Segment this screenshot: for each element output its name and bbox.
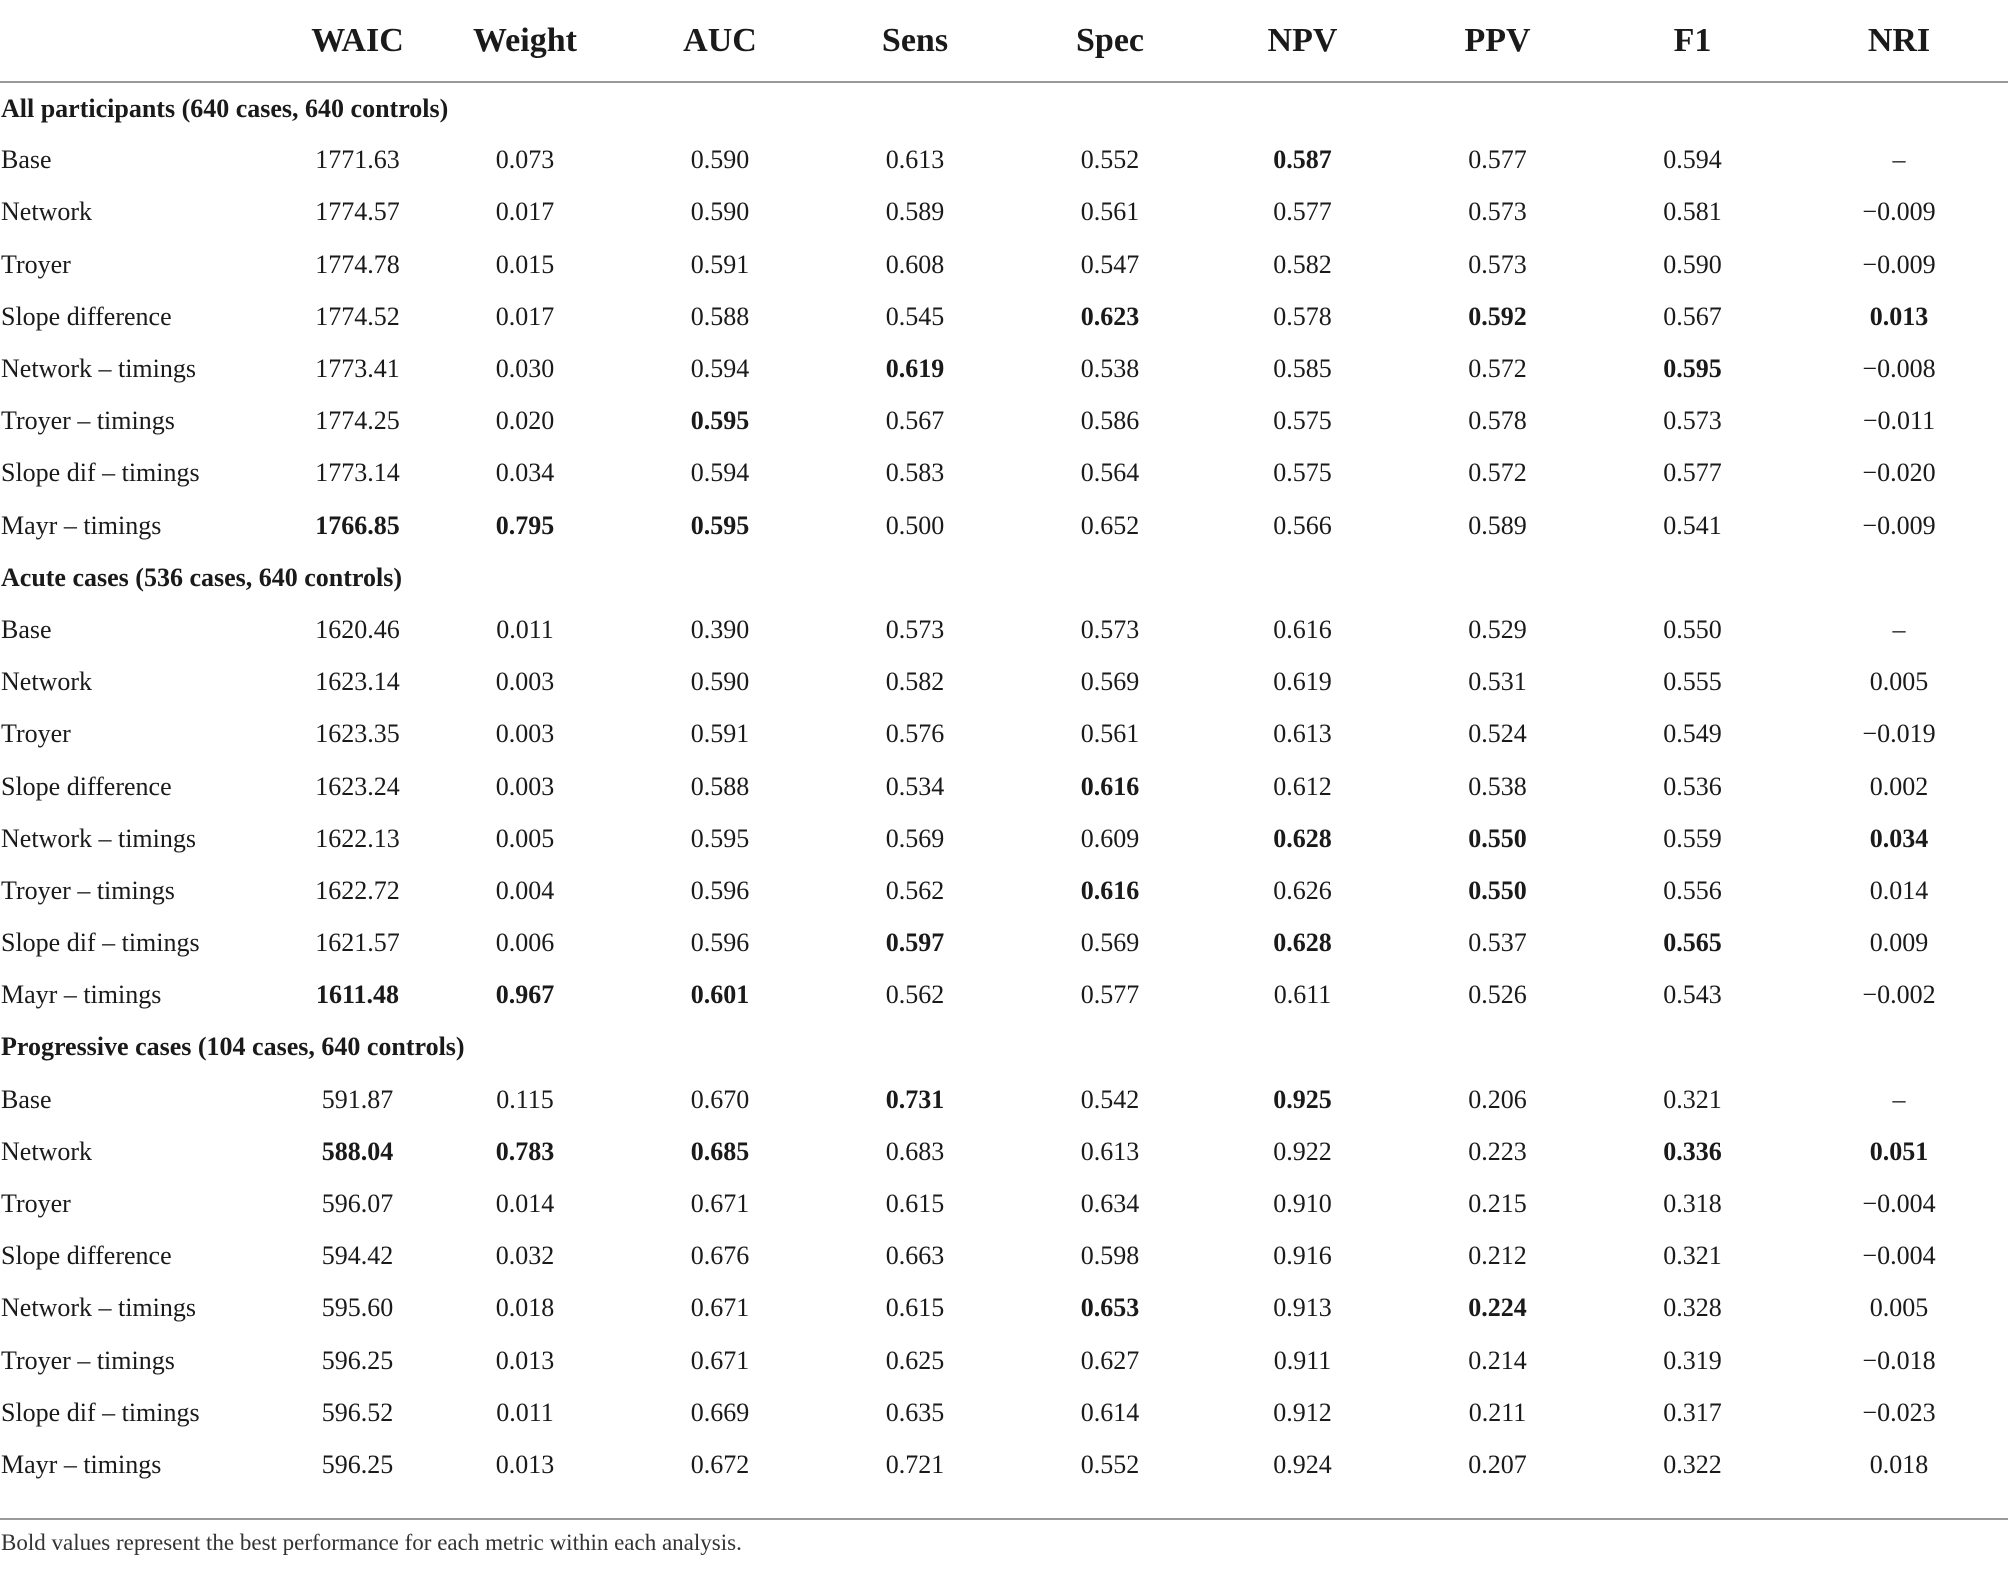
- cell-f1: 0.555: [1663, 667, 1722, 697]
- cell-sens: 0.619: [885, 354, 945, 384]
- cell-npv: 0.628: [1273, 928, 1332, 958]
- table-row: [0, 186, 2008, 238]
- section-title: Acute cases (536 cases, 640 controls): [1, 562, 402, 592]
- cell-npv: 0.922: [1273, 1136, 1332, 1166]
- cell-spec: 0.586: [1080, 406, 1140, 436]
- cell-waic: 1774.25: [315, 406, 400, 436]
- cell-sens: 0.576: [885, 719, 945, 749]
- section-header-row: [0, 82, 2008, 134]
- table-row: [0, 1074, 2008, 1126]
- cell-auc: 0.601: [690, 980, 750, 1010]
- cell-ppv: 0.215: [1468, 1189, 1527, 1219]
- cell-npv: 0.585: [1273, 354, 1332, 384]
- table-row: [0, 656, 2008, 708]
- footnote: Bold values represent the best performance for each metric within each analysis.: [1, 1530, 742, 1555]
- cell-auc: 0.591: [690, 249, 750, 279]
- cell-npv: 0.911: [1273, 1345, 1332, 1375]
- cell-weight: 0.013: [495, 1449, 555, 1479]
- cell-auc: 0.595: [690, 406, 750, 436]
- cell-nri: 0.014: [1869, 875, 1929, 905]
- cell-npv: 0.587: [1273, 145, 1332, 175]
- cell-weight: 0.032: [495, 1241, 555, 1271]
- cell-weight: 0.783: [495, 1136, 555, 1166]
- cell-ppv: 0.214: [1468, 1345, 1527, 1375]
- cell-sens: 0.731: [885, 1084, 945, 1114]
- cell-waic: 1621.57: [315, 928, 400, 958]
- row-label: Troyer: [1, 1189, 71, 1219]
- cell-npv: 0.566: [1273, 510, 1332, 540]
- cell-ppv: 0.550: [1468, 875, 1527, 905]
- cell-f1: 0.317: [1663, 1397, 1722, 1427]
- cell-nri: −0.011: [1862, 406, 1936, 436]
- cell-npv: 0.619: [1273, 667, 1332, 697]
- cell-nri: 0.005: [1869, 667, 1929, 697]
- cell-npv: 0.611: [1273, 980, 1332, 1010]
- cell-weight: 0.003: [495, 719, 555, 749]
- cell-waic: 595.60: [321, 1293, 394, 1323]
- cell-f1: 0.322: [1663, 1449, 1722, 1479]
- cell-waic: 588.04: [321, 1136, 394, 1166]
- cell-nri: 0.013: [1869, 301, 1929, 331]
- cell-weight: 0.011: [496, 1397, 554, 1427]
- cell-weight: 0.018: [495, 1293, 555, 1323]
- cell-ppv: 0.592: [1468, 301, 1527, 331]
- cell-f1: 0.590: [1663, 249, 1722, 279]
- cell-nri: −0.004: [1862, 1189, 1936, 1219]
- cell-f1: 0.594: [1663, 145, 1722, 175]
- cell-npv: 0.925: [1273, 1084, 1332, 1114]
- cell-npv: 0.910: [1273, 1189, 1332, 1219]
- cell-spec: 0.552: [1080, 1449, 1140, 1479]
- cell-nri: 0.051: [1869, 1136, 1929, 1166]
- cell-ppv: 0.207: [1468, 1449, 1527, 1479]
- row-label: Slope dif – timings: [1, 458, 200, 488]
- cell-ppv: 0.206: [1468, 1084, 1527, 1114]
- cell-sens: 0.500: [885, 510, 945, 540]
- cell-f1: 0.559: [1663, 823, 1722, 853]
- cell-auc: 0.591: [690, 719, 750, 749]
- header-spec: Spec: [1015, 0, 1205, 82]
- cell-auc: 0.588: [690, 301, 750, 331]
- cell-spec: 0.616: [1080, 875, 1140, 905]
- cell-nri: 0.009: [1869, 928, 1929, 958]
- cell-sens: 0.562: [885, 875, 945, 905]
- cell-auc: 0.590: [690, 145, 750, 175]
- cell-npv: 0.916: [1273, 1241, 1332, 1271]
- cell-ppv: 0.524: [1468, 719, 1527, 749]
- cell-spec: 0.561: [1080, 719, 1140, 749]
- table-row: [0, 447, 2008, 499]
- cell-f1: 0.541: [1663, 510, 1722, 540]
- table-row: [0, 604, 2008, 656]
- table-row: [0, 343, 2008, 395]
- cell-f1: 0.565: [1663, 928, 1722, 958]
- cell-f1: 0.318: [1663, 1189, 1722, 1219]
- cell-auc: 0.594: [690, 354, 750, 384]
- cell-sens: 0.583: [885, 458, 945, 488]
- cell-nri: −0.002: [1862, 980, 1936, 1010]
- cell-spec: 0.569: [1080, 667, 1140, 697]
- cell-spec: 0.634: [1080, 1189, 1140, 1219]
- cell-ppv: 0.577: [1468, 145, 1527, 175]
- cell-waic: 1620.46: [315, 614, 400, 644]
- cell-npv: 0.912: [1273, 1397, 1332, 1427]
- row-label: Troyer – timings: [1, 406, 175, 436]
- cell-npv: 0.924: [1273, 1449, 1332, 1479]
- header-row: [0, 0, 2008, 82]
- cell-weight: 0.017: [495, 301, 555, 331]
- cell-sens: 0.582: [885, 667, 945, 697]
- cell-f1: 0.336: [1663, 1136, 1722, 1166]
- cell-waic: 1623.35: [315, 719, 400, 749]
- section-header-row: [0, 1021, 2008, 1073]
- cell-waic: 1773.14: [315, 458, 400, 488]
- header-nri: NRI: [1790, 0, 2008, 82]
- cell-spec: 0.623: [1080, 301, 1140, 331]
- cell-npv: 0.628: [1273, 823, 1332, 853]
- cell-ppv: 0.573: [1468, 197, 1527, 227]
- cell-npv: 0.626: [1273, 875, 1332, 905]
- row-label: Network: [1, 1136, 92, 1166]
- row-label: Slope difference: [1, 771, 172, 801]
- cell-nri: −0.009: [1862, 510, 1936, 540]
- cell-auc: 0.596: [690, 928, 750, 958]
- cell-npv: 0.575: [1273, 406, 1332, 436]
- cell-sens: 0.562: [885, 980, 945, 1010]
- cell-nri: −0.004: [1862, 1241, 1936, 1271]
- cell-sens: 0.597: [885, 928, 945, 958]
- cell-nri: −0.018: [1862, 1345, 1936, 1375]
- cell-spec: 0.577: [1080, 980, 1140, 1010]
- cell-spec: 0.573: [1080, 614, 1140, 644]
- cell-nri: −0.008: [1862, 354, 1936, 384]
- cell-weight: 0.015: [495, 249, 555, 279]
- table-row: [0, 813, 2008, 865]
- cell-weight: 0.006: [495, 928, 555, 958]
- cell-weight: 0.011: [496, 614, 554, 644]
- cell-weight: 0.030: [495, 354, 555, 384]
- cell-spec: 0.561: [1080, 197, 1140, 227]
- row-label: Network: [1, 197, 92, 227]
- row-label: Slope dif – timings: [1, 1397, 200, 1427]
- cell-spec: 0.609: [1080, 823, 1140, 853]
- cell-sens: 0.635: [885, 1397, 945, 1427]
- cell-ppv: 0.224: [1468, 1293, 1527, 1323]
- cell-nri: –: [1892, 614, 1906, 644]
- cell-sens: 0.573: [885, 614, 945, 644]
- cell-nri: −0.020: [1862, 458, 1936, 488]
- cell-nri: 0.002: [1869, 771, 1929, 801]
- cell-npv: 0.913: [1273, 1293, 1332, 1323]
- cell-waic: 596.25: [321, 1345, 394, 1375]
- cell-ppv: 0.538: [1468, 771, 1527, 801]
- cell-weight: 0.017: [495, 197, 555, 227]
- cell-waic: 591.87: [321, 1084, 394, 1114]
- section-header-row: [0, 552, 2008, 604]
- cell-auc: 0.595: [690, 510, 750, 540]
- cell-f1: 0.567: [1663, 301, 1722, 331]
- cell-nri: −0.019: [1862, 719, 1936, 749]
- cell-spec: 0.613: [1080, 1136, 1140, 1166]
- cell-ppv: 0.223: [1468, 1136, 1527, 1166]
- cell-f1: 0.549: [1663, 719, 1722, 749]
- table-row: [0, 708, 2008, 760]
- cell-spec: 0.569: [1080, 928, 1140, 958]
- row-label: Network – timings: [1, 823, 196, 853]
- cell-waic: 1623.24: [315, 771, 400, 801]
- cell-ppv: 0.572: [1468, 458, 1527, 488]
- table-row: [0, 395, 2008, 447]
- cell-f1: 0.573: [1663, 406, 1722, 436]
- cell-spec: 0.614: [1080, 1397, 1140, 1427]
- cell-spec: 0.564: [1080, 458, 1140, 488]
- cell-spec: 0.653: [1080, 1293, 1140, 1323]
- cell-nri: −0.023: [1862, 1397, 1936, 1427]
- table-row: [0, 239, 2008, 291]
- cell-waic: 596.25: [321, 1449, 394, 1479]
- cell-auc: 0.595: [690, 823, 750, 853]
- header-waic: WAIC: [290, 0, 425, 82]
- cell-weight: 0.013: [495, 1345, 555, 1375]
- row-label: Troyer: [1, 249, 71, 279]
- cell-waic: 1773.41: [315, 354, 400, 384]
- cell-ppv: 0.531: [1468, 667, 1527, 697]
- header-f1: F1: [1595, 0, 1790, 82]
- header-model: [0, 0, 290, 82]
- cell-f1: 0.536: [1663, 771, 1722, 801]
- cell-spec: 0.538: [1080, 354, 1140, 384]
- cell-spec: 0.627: [1080, 1345, 1140, 1375]
- cell-ppv: 0.529: [1468, 614, 1527, 644]
- table-row: [0, 1439, 2008, 1491]
- cell-nri: –: [1892, 1084, 1906, 1114]
- cell-spec: 0.598: [1080, 1241, 1140, 1271]
- row-label: Slope difference: [1, 301, 172, 331]
- header-auc: AUC: [625, 0, 815, 82]
- cell-weight: 0.034: [495, 458, 555, 488]
- section-title: Progressive cases (104 cases, 640 controls): [1, 1032, 465, 1062]
- cell-nri: −0.009: [1862, 249, 1936, 279]
- row-label: Troyer: [1, 719, 71, 749]
- cell-npv: 0.575: [1273, 458, 1332, 488]
- row-label: Network – timings: [1, 354, 196, 384]
- cell-sens: 0.589: [885, 197, 945, 227]
- cell-sens: 0.613: [885, 145, 945, 175]
- section-title: All participants (640 cases, 640 controls): [1, 93, 449, 123]
- cell-nri: −0.009: [1862, 197, 1936, 227]
- cell-waic: 1774.78: [315, 249, 400, 279]
- row-label: Base: [1, 614, 52, 644]
- cell-nri: 0.018: [1869, 1449, 1929, 1479]
- cell-auc: 0.588: [690, 771, 750, 801]
- cell-auc: 0.685: [690, 1136, 750, 1166]
- cell-spec: 0.542: [1080, 1084, 1140, 1114]
- cell-weight: 0.967: [495, 980, 555, 1010]
- bottom-rule: [0, 1518, 2008, 1520]
- cell-sens: 0.567: [885, 406, 945, 436]
- cell-sens: 0.608: [885, 249, 945, 279]
- cell-spec: 0.652: [1080, 510, 1140, 540]
- row-label: Slope dif – timings: [1, 928, 200, 958]
- table-row: [0, 917, 2008, 969]
- cell-spec: 0.547: [1080, 249, 1140, 279]
- cell-auc: 0.590: [690, 197, 750, 227]
- header-npv: NPV: [1205, 0, 1400, 82]
- cell-sens: 0.625: [885, 1345, 945, 1375]
- cell-sens: 0.545: [885, 301, 945, 331]
- row-label: Mayr – timings: [1, 510, 162, 540]
- cell-f1: 0.321: [1663, 1084, 1722, 1114]
- cell-waic: 1611.48: [315, 980, 400, 1010]
- cell-waic: 594.42: [321, 1241, 394, 1271]
- cell-npv: 0.578: [1273, 301, 1332, 331]
- cell-auc: 0.590: [690, 667, 750, 697]
- table-row: [0, 1282, 2008, 1334]
- cell-weight: 0.020: [495, 406, 555, 436]
- cell-auc: 0.672: [690, 1449, 750, 1479]
- row-label: Slope difference: [1, 1241, 172, 1271]
- cell-sens: 0.534: [885, 771, 945, 801]
- cell-npv: 0.613: [1273, 719, 1332, 749]
- cell-waic: 1622.72: [315, 875, 400, 905]
- cell-weight: 0.014: [495, 1189, 555, 1219]
- cell-waic: 1771.63: [315, 145, 400, 175]
- cell-auc: 0.671: [690, 1345, 750, 1375]
- cell-f1: 0.328: [1663, 1293, 1722, 1323]
- cell-ppv: 0.212: [1468, 1241, 1527, 1271]
- table-row: [0, 1387, 2008, 1439]
- cell-npv: 0.582: [1273, 249, 1332, 279]
- cell-waic: 1774.52: [315, 301, 400, 331]
- cell-spec: 0.552: [1080, 145, 1140, 175]
- table-row: [0, 500, 2008, 552]
- cell-weight: 0.003: [495, 771, 555, 801]
- row-label: Mayr – timings: [1, 980, 162, 1010]
- cell-f1: 0.556: [1663, 875, 1722, 905]
- cell-weight: 0.004: [495, 875, 555, 905]
- table-body: [0, 82, 2008, 1491]
- cell-sens: 0.721: [885, 1449, 945, 1479]
- table-row: [0, 969, 2008, 1021]
- row-label: Network: [1, 667, 92, 697]
- cell-ppv: 0.589: [1468, 510, 1527, 540]
- cell-sens: 0.615: [885, 1189, 945, 1219]
- table-row: [0, 760, 2008, 812]
- table-row: [0, 1126, 2008, 1178]
- cell-f1: 0.543: [1663, 980, 1722, 1010]
- cell-auc: 0.671: [690, 1293, 750, 1323]
- cell-auc: 0.671: [690, 1189, 750, 1219]
- cell-weight: 0.795: [495, 510, 555, 540]
- cell-auc: 0.596: [690, 875, 750, 905]
- table-row: [0, 1178, 2008, 1230]
- cell-sens: 0.663: [885, 1241, 945, 1271]
- table-row: [0, 1230, 2008, 1282]
- cell-waic: 596.52: [321, 1397, 394, 1427]
- cell-ppv: 0.550: [1468, 823, 1527, 853]
- cell-auc: 0.669: [690, 1397, 750, 1427]
- cell-npv: 0.577: [1273, 197, 1332, 227]
- cell-waic: 596.07: [321, 1189, 394, 1219]
- cell-auc: 0.676: [690, 1241, 750, 1271]
- row-label: Troyer – timings: [1, 1345, 175, 1375]
- table-row: [0, 134, 2008, 186]
- header-sens: Sens: [815, 0, 1015, 82]
- cell-auc: 0.390: [690, 614, 750, 644]
- table-row: [0, 291, 2008, 343]
- cell-weight: 0.005: [495, 823, 555, 853]
- cell-ppv: 0.526: [1468, 980, 1527, 1010]
- cell-f1: 0.550: [1663, 614, 1722, 644]
- cell-weight: 0.115: [496, 1084, 554, 1114]
- cell-ppv: 0.572: [1468, 354, 1527, 384]
- cell-waic: 1622.13: [315, 823, 400, 853]
- cell-f1: 0.319: [1663, 1345, 1722, 1375]
- cell-ppv: 0.573: [1468, 249, 1527, 279]
- cell-waic: 1766.85: [315, 510, 400, 540]
- cell-f1: 0.595: [1663, 354, 1722, 384]
- row-label: Base: [1, 1084, 52, 1114]
- header-ppv: PPV: [1400, 0, 1595, 82]
- cell-npv: 0.612: [1273, 771, 1332, 801]
- cell-spec: 0.616: [1080, 771, 1140, 801]
- cell-nri: 0.005: [1869, 1293, 1929, 1323]
- cell-nri: –: [1892, 145, 1906, 175]
- cell-npv: 0.616: [1273, 614, 1332, 644]
- cell-weight: 0.003: [495, 667, 555, 697]
- cell-weight: 0.073: [495, 145, 555, 175]
- table-row: [0, 865, 2008, 917]
- cell-f1: 0.321: [1663, 1241, 1722, 1271]
- row-label: Network – timings: [1, 1293, 196, 1323]
- cell-f1: 0.581: [1663, 197, 1722, 227]
- cell-sens: 0.615: [885, 1293, 945, 1323]
- cell-f1: 0.577: [1663, 458, 1722, 488]
- cell-waic: 1774.57: [315, 197, 400, 227]
- table-row: [0, 1335, 2008, 1387]
- cell-ppv: 0.537: [1468, 928, 1527, 958]
- row-label: Mayr – timings: [1, 1449, 162, 1479]
- cell-sens: 0.683: [885, 1136, 945, 1166]
- header-weight: Weight: [425, 0, 625, 82]
- cell-auc: 0.670: [690, 1084, 750, 1114]
- cell-nri: 0.034: [1869, 823, 1929, 853]
- cell-ppv: 0.578: [1468, 406, 1527, 436]
- row-label: Troyer – timings: [1, 875, 175, 905]
- cell-waic: 1623.14: [315, 667, 400, 697]
- row-label: Base: [1, 145, 52, 175]
- cell-auc: 0.594: [690, 458, 750, 488]
- cell-sens: 0.569: [885, 823, 945, 853]
- cell-ppv: 0.211: [1468, 1397, 1527, 1427]
